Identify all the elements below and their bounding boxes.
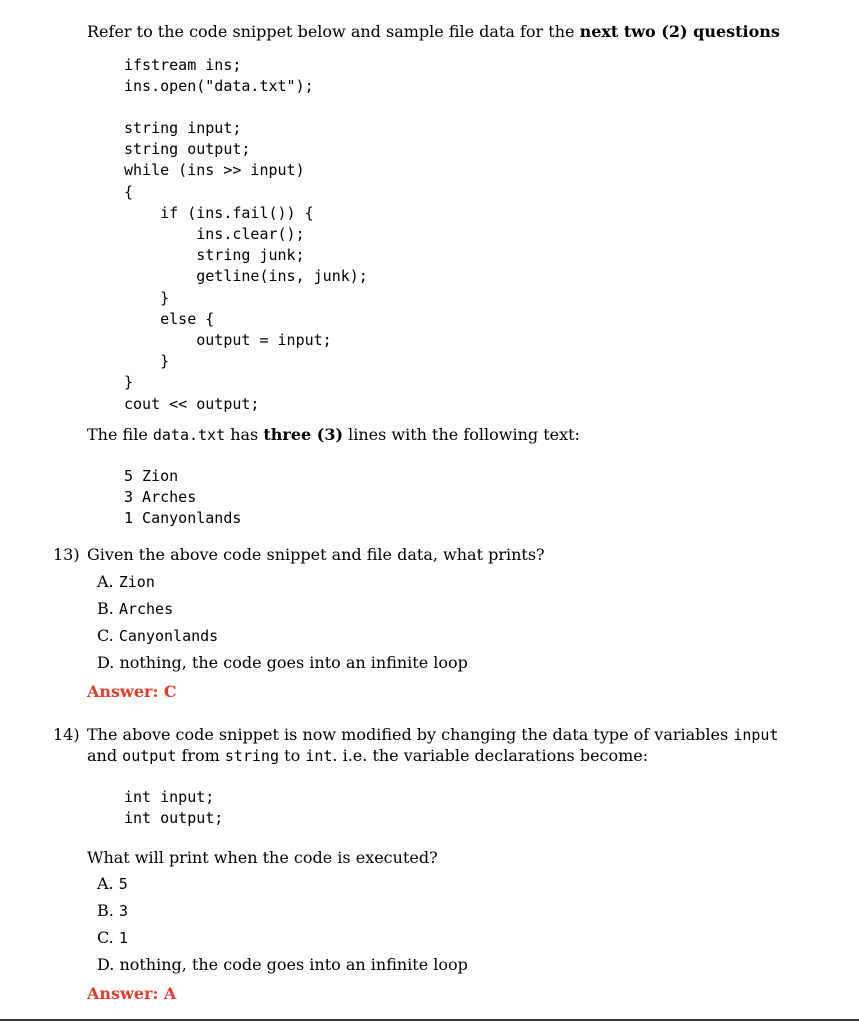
- q13-answer: Answer: C: [87, 682, 177, 701]
- q14-prompt-from: from: [176, 746, 225, 765]
- q13-prompt: Given the above code snippet and file data, what prints?: [87, 545, 545, 564]
- q14-option-c: [97, 930, 128, 946]
- q14-option-c-letter: C.: [97, 928, 114, 947]
- q14-option-d-text: nothing, the code goes into an infinite loop: [119, 955, 468, 974]
- q14-option-b-text: 3: [118, 902, 128, 920]
- q14-var-output: output: [122, 747, 177, 765]
- q13-option-c: [97, 628, 218, 644]
- q13-option-c-text: Canyonlands: [118, 627, 219, 645]
- q14-option-c-text: 1: [118, 929, 128, 947]
- q14-prompt-end: . i.e. the variable declarations become:: [332, 746, 649, 765]
- q14-question: What will print when the code is executed?: [87, 848, 438, 867]
- q14-prompt-line1: [87, 727, 778, 743]
- intro-text: [87, 24, 780, 40]
- file-desc-suffix: lines with the following text:: [343, 425, 580, 444]
- q13-option-a: [97, 574, 155, 590]
- q13-option-b-text: Arches: [118, 600, 174, 618]
- q14-option-b: [97, 903, 128, 919]
- q14-option-d: [97, 957, 468, 973]
- q14-option-a-text: 5: [118, 875, 128, 893]
- q14-prompt-to: to: [279, 746, 306, 765]
- q14-prompt-and: and: [87, 746, 123, 765]
- q14-number: 14): [53, 725, 80, 744]
- code-snippet-main: string input; string output; while (ins >> input) { if (ins.fail()) { ins.clear(); string junk; getline(ins, junk); } else { output = input; } } cout << output;: [124, 119, 368, 413]
- q14-var-input: input: [733, 726, 779, 744]
- q13-option-a-text: Zion: [118, 573, 155, 591]
- intro-prefix: Refer to the code snippet below and sample file data for the: [87, 22, 580, 41]
- q14-option-d-letter: D.: [97, 955, 115, 974]
- q13-option-d-text: nothing, the code goes into an infinite loop: [119, 653, 468, 672]
- file-description: [87, 427, 580, 443]
- intro-bold: next two (2) questions: [579, 22, 780, 41]
- q13-option-d: [97, 655, 468, 671]
- q14-type-string: string: [224, 747, 280, 765]
- q14-option-b-letter: B.: [97, 901, 114, 920]
- q13-option-b: [97, 601, 173, 617]
- q13-option-d-letter: D.: [97, 653, 115, 672]
- q14-code-block: int input; int output;: [124, 788, 224, 828]
- q14-option-a-letter: A.: [97, 874, 114, 893]
- file-name: data.txt: [152, 426, 226, 444]
- file-desc-mid: has: [225, 425, 264, 444]
- q13-option-c-letter: C.: [97, 626, 114, 645]
- code-snippet-open: ifstream ins; ins.open("data.txt");: [124, 56, 314, 96]
- q13-option-b-letter: B.: [97, 599, 114, 618]
- q13-option-a-letter: A.: [97, 572, 114, 591]
- q14-type-int: int: [305, 747, 333, 765]
- q14-option-a: [97, 876, 128, 892]
- file-desc-prefix: The file: [87, 425, 153, 444]
- file-data-block: 5 Zion 3 Arches 1 Canyonlands: [124, 467, 242, 528]
- bottom-rule: [0, 1019, 859, 1021]
- q14-prompt-text: The above code snippet is now modified by changing the data type of variables: [87, 725, 734, 744]
- q14-prompt-line2: [87, 748, 648, 764]
- q14-answer: Answer: A: [87, 984, 177, 1003]
- file-desc-bold: three (3): [263, 425, 344, 444]
- q13-number: 13): [53, 545, 80, 564]
